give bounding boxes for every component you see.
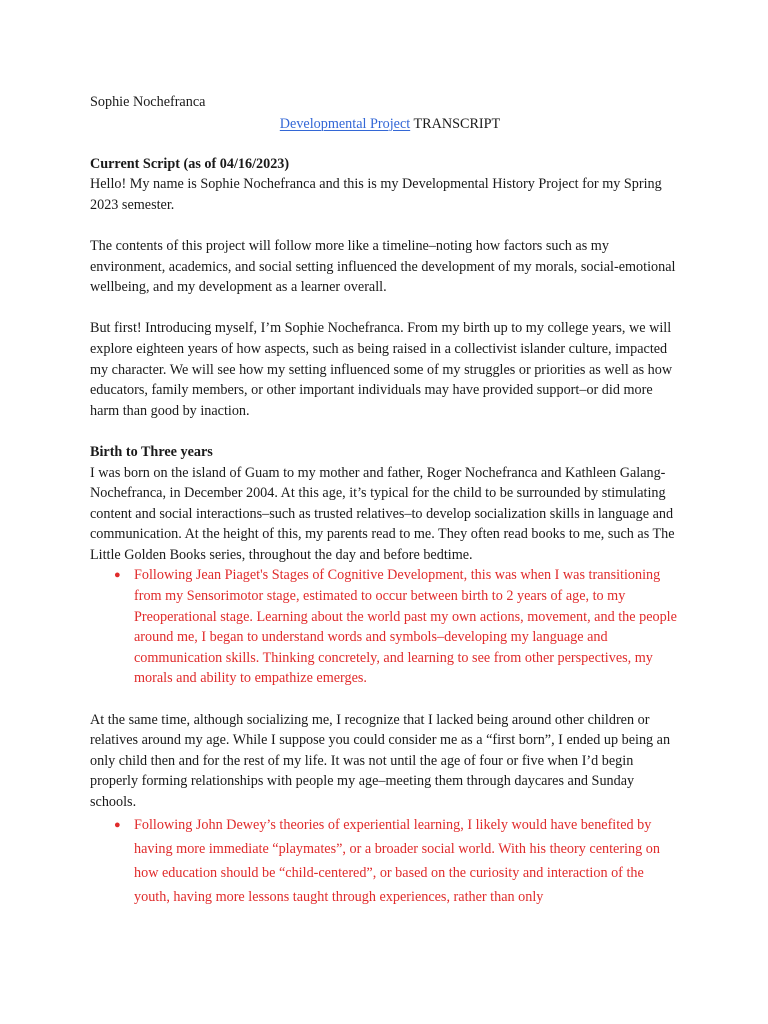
bullet-icon: ● [114,818,121,831]
paragraph-spacer [90,421,680,442]
author-name: Sophie Nochefranca [90,94,206,110]
intro-paragraph-2: The contents of this project will follow more like a timeline–noting how factors such as my environment, academics, and social setting influenced the development of my morals, social-emotional wellbeing, and my development as a learner overall. [90,237,676,296]
section-paragraph-2: At the same time, although socializing me, I recognize that I lacked being around other children or relatives around my age. While I suppose you could consider me as a “first born”, I ended up being an only child then and for the rest of my life. It was not until the age of four or five when I’d begin properly forming relationships with people my age–meeting them through daycares and Sunday schools. [90,711,671,810]
annotation-text: Following John Dewey’s theories of experiential learning, I likely would have benefited by having more immediate “playmates”, or a broader social world. With his theory centering on how education should be “child-centered”, or based on the curiosity and interaction of the youth, having more lessons taught through experiences, rather than only [134,816,660,905]
document-page [90,92,680,909]
bullet-icon: ● [114,569,121,582]
title-suffix: TRANSCRIPT [410,115,501,132]
annotation-item-dewey [114,813,680,909]
annotation-list [90,565,680,689]
section-paragraph-1: I was born on the island of Guam to my mother and father, Roger Nochefranca and Kathleen Galang-Nochefranca, in December 2004. At this age, it’s typical for the child to be surrounded by stimulating content and social interactions–such as trusted relatives–to develop socialization skills in language and communication. At the height of this, my parents read to me. They often read books to me, such as The Little Golden Books series, throughout the day and before bedtime. [90,464,675,563]
annotation-item-piaget [114,565,680,689]
paragraph-spacer [90,298,680,319]
intro-paragraph-3: But first! Introducing myself, I’m Sophie Nochefranca. From my birth up to my college years, we will explore eighteen years of how aspects, such as being raised in a collectivist islander culture, impacted my character. We will see how my setting influenced some of my struggles or priorities as well as how educators, family members, or other important individuals may have provided support–or did more harm than good by inaction. [90,320,673,419]
title-link[interactable]: Developmental Project [279,115,411,132]
paragraph-spacer [90,689,680,710]
annotation-list [90,813,680,909]
section-heading-birth-to-three: Birth to Three years [90,443,213,460]
intro-paragraph-1: Hello! My name is Sophie Nochefranca and this is my Developmental History Project for my Spring 2023 semester. [90,176,662,213]
annotation-text: Following Jean Piaget's Stages of Cognitive Development, this was when I was transitioning from my Sensorimotor stage, estimated to occur between birth to 2 years of age, to my Preoperational stage. Learning about the world past my own actions, movement, and the people around me, I began to understand words and symbols–developing my language and communication skills. Thinking concretely, and learning to see from other perspectives, my morals and ability to empathize emerges. [134,567,677,687]
document-title [100,114,680,135]
paragraph-spacer [90,215,680,236]
script-heading: Current Script (as of 04/16/2023) [90,155,290,172]
